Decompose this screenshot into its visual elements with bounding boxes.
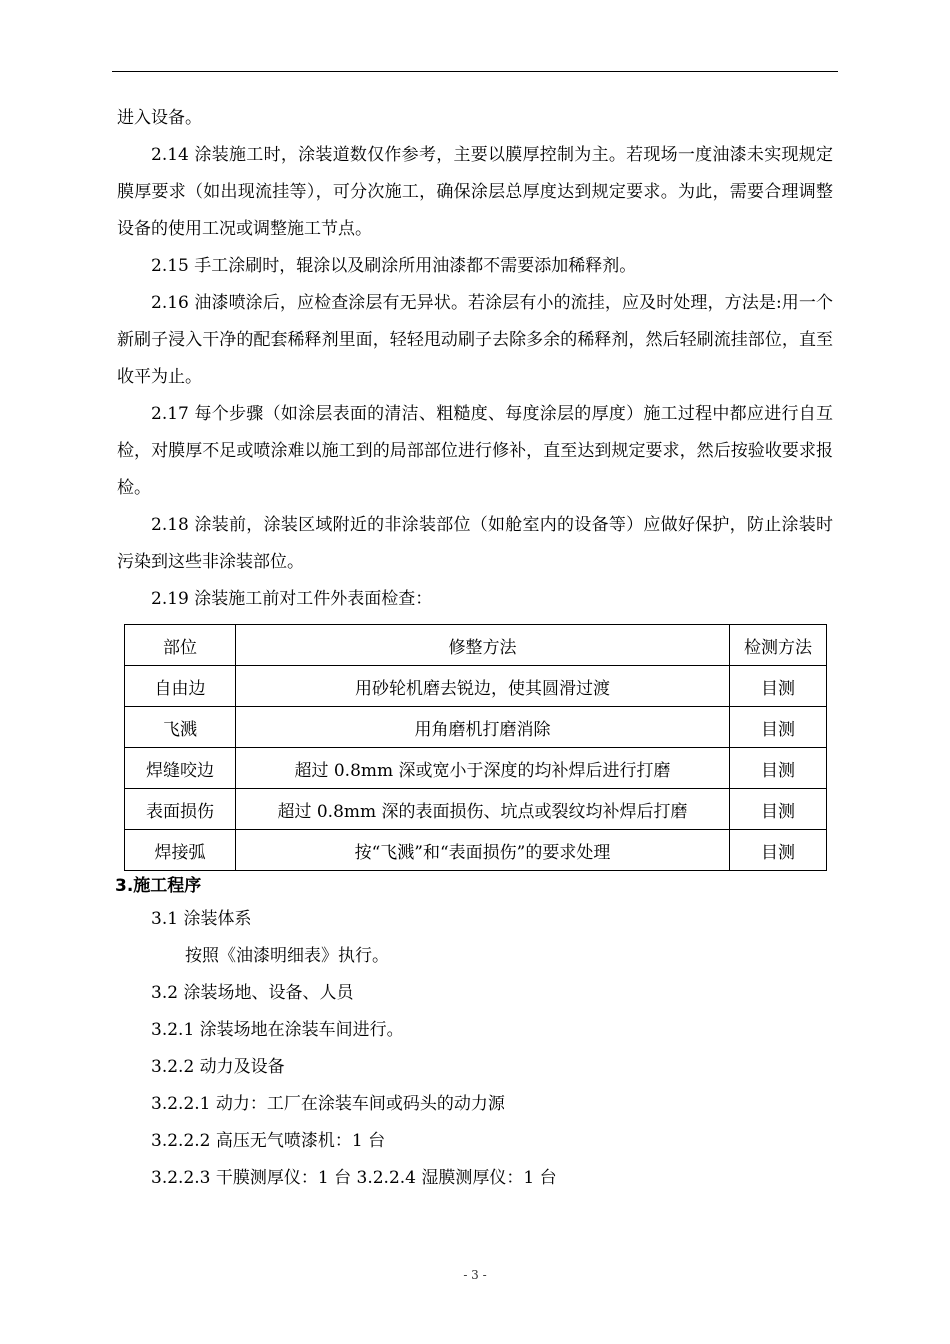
table-cell: 超过 0.8mm 深的表面损伤、坑点或裂纹均补焊后打磨 bbox=[236, 789, 730, 830]
paragraph-2-17: 2.17 每个步骤（如涂层表面的清洁、粗糙度、每度涂层的厚度）施工过程中都应进行自互检，对膜厚不足或喷涂难以施工到的局部部位进行修补，直至达到规定要求，然后按验收要求报检。 bbox=[117, 404, 833, 498]
table-header-cell: 部位 bbox=[125, 625, 236, 666]
subsection-3-2-2: 3.2.2 动力及设备 bbox=[151, 1057, 285, 1077]
table-header-row bbox=[125, 625, 827, 666]
table-header-cell: 修整方法 bbox=[236, 625, 730, 666]
table-row bbox=[125, 830, 827, 871]
paragraph-2-19: 2.19 涂装施工前对工件外表面检查： bbox=[151, 589, 433, 609]
table-cell: 目测 bbox=[730, 666, 827, 707]
subsection-3-2-2-2: 3.2.2.2 高压无气喷漆机：1 台 bbox=[151, 1131, 386, 1151]
paragraph-2-16: 2.16 油漆喷涂后，应检查涂层有无异状。若涂层有小的流挂，应及时处理，方法是:用一个新刷子浸入干净的配套稀释剂里面，轻轻甩动刷子去除多余的稀释剂，然后轻刷流挂部位，直至收平为止。 bbox=[117, 293, 833, 387]
subsection-3-2: 3.2 涂装场地、设备、人员 bbox=[151, 983, 354, 1003]
table-cell: 用砂轮机磨去锐边，使其圆滑过渡 bbox=[236, 666, 730, 707]
table-cell: 目测 bbox=[730, 748, 827, 789]
inspection-table bbox=[124, 624, 827, 871]
table-cell: 用角磨机打磨消除 bbox=[236, 707, 730, 748]
page-number: - 3 - bbox=[463, 1268, 487, 1282]
table-cell: 目测 bbox=[730, 707, 827, 748]
table-cell: 目测 bbox=[730, 789, 827, 830]
table-row bbox=[125, 789, 827, 830]
subsection-3-2-1: 3.2.1 涂装场地在涂装车间进行。 bbox=[151, 1020, 404, 1040]
table-cell: 焊缝咬边 bbox=[125, 748, 236, 789]
document-body bbox=[117, 100, 833, 1197]
table-row bbox=[125, 748, 827, 789]
table-cell: 目测 bbox=[730, 830, 827, 871]
table-cell: 按“飞溅”和“表面损伤”的要求处理 bbox=[236, 830, 730, 871]
subsection-3-1: 3.1 涂装体系 bbox=[151, 909, 252, 929]
table-cell: 超过 0.8mm 深或宽小于深度的均补焊后进行打磨 bbox=[236, 748, 730, 789]
table-cell: 自由边 bbox=[125, 666, 236, 707]
paragraph-2-15: 2.15 手工涂刷时，辊涂以及刷涂所用油漆都不需要添加稀释剂。 bbox=[151, 256, 637, 276]
paragraph: 进入设备。 bbox=[117, 108, 202, 128]
table-cell: 表面损伤 bbox=[125, 789, 236, 830]
table-row bbox=[125, 707, 827, 748]
subsection-3-2-2-3: 3.2.2.3 干膜测厚仪：1 台 3.2.2.4 湿膜测厚仪：1 台 bbox=[151, 1168, 557, 1188]
subsection-3-1-body: 按照《油漆明细表》执行。 bbox=[185, 946, 389, 966]
subsection-3-2-2-1: 3.2.2.1 动力：工厂在涂装车间或码头的动力源 bbox=[151, 1094, 505, 1114]
table-cell: 焊接弧 bbox=[125, 830, 236, 871]
table-cell: 飞溅 bbox=[125, 707, 236, 748]
paragraph-2-14: 2.14 涂装施工时，涂装道数仅作参考，主要以膜厚控制为主。若现场一度油漆未实现规定膜厚要求（如出现流挂等），可分次施工，确保涂层总厚度达到规定要求。为此，需要合理调整设备的使用工况或调整施工节点。 bbox=[117, 145, 833, 239]
header-rule bbox=[112, 71, 838, 72]
table-row bbox=[125, 666, 827, 707]
section-heading: 3.施工程序 bbox=[115, 876, 202, 896]
table-header-cell: 检测方法 bbox=[730, 625, 827, 666]
paragraph-2-18: 2.18 涂装前，涂装区域附近的非涂装部位（如舱室内的设备等）应做好保护，防止涂装时污染到这些非涂装部位。 bbox=[117, 515, 833, 572]
